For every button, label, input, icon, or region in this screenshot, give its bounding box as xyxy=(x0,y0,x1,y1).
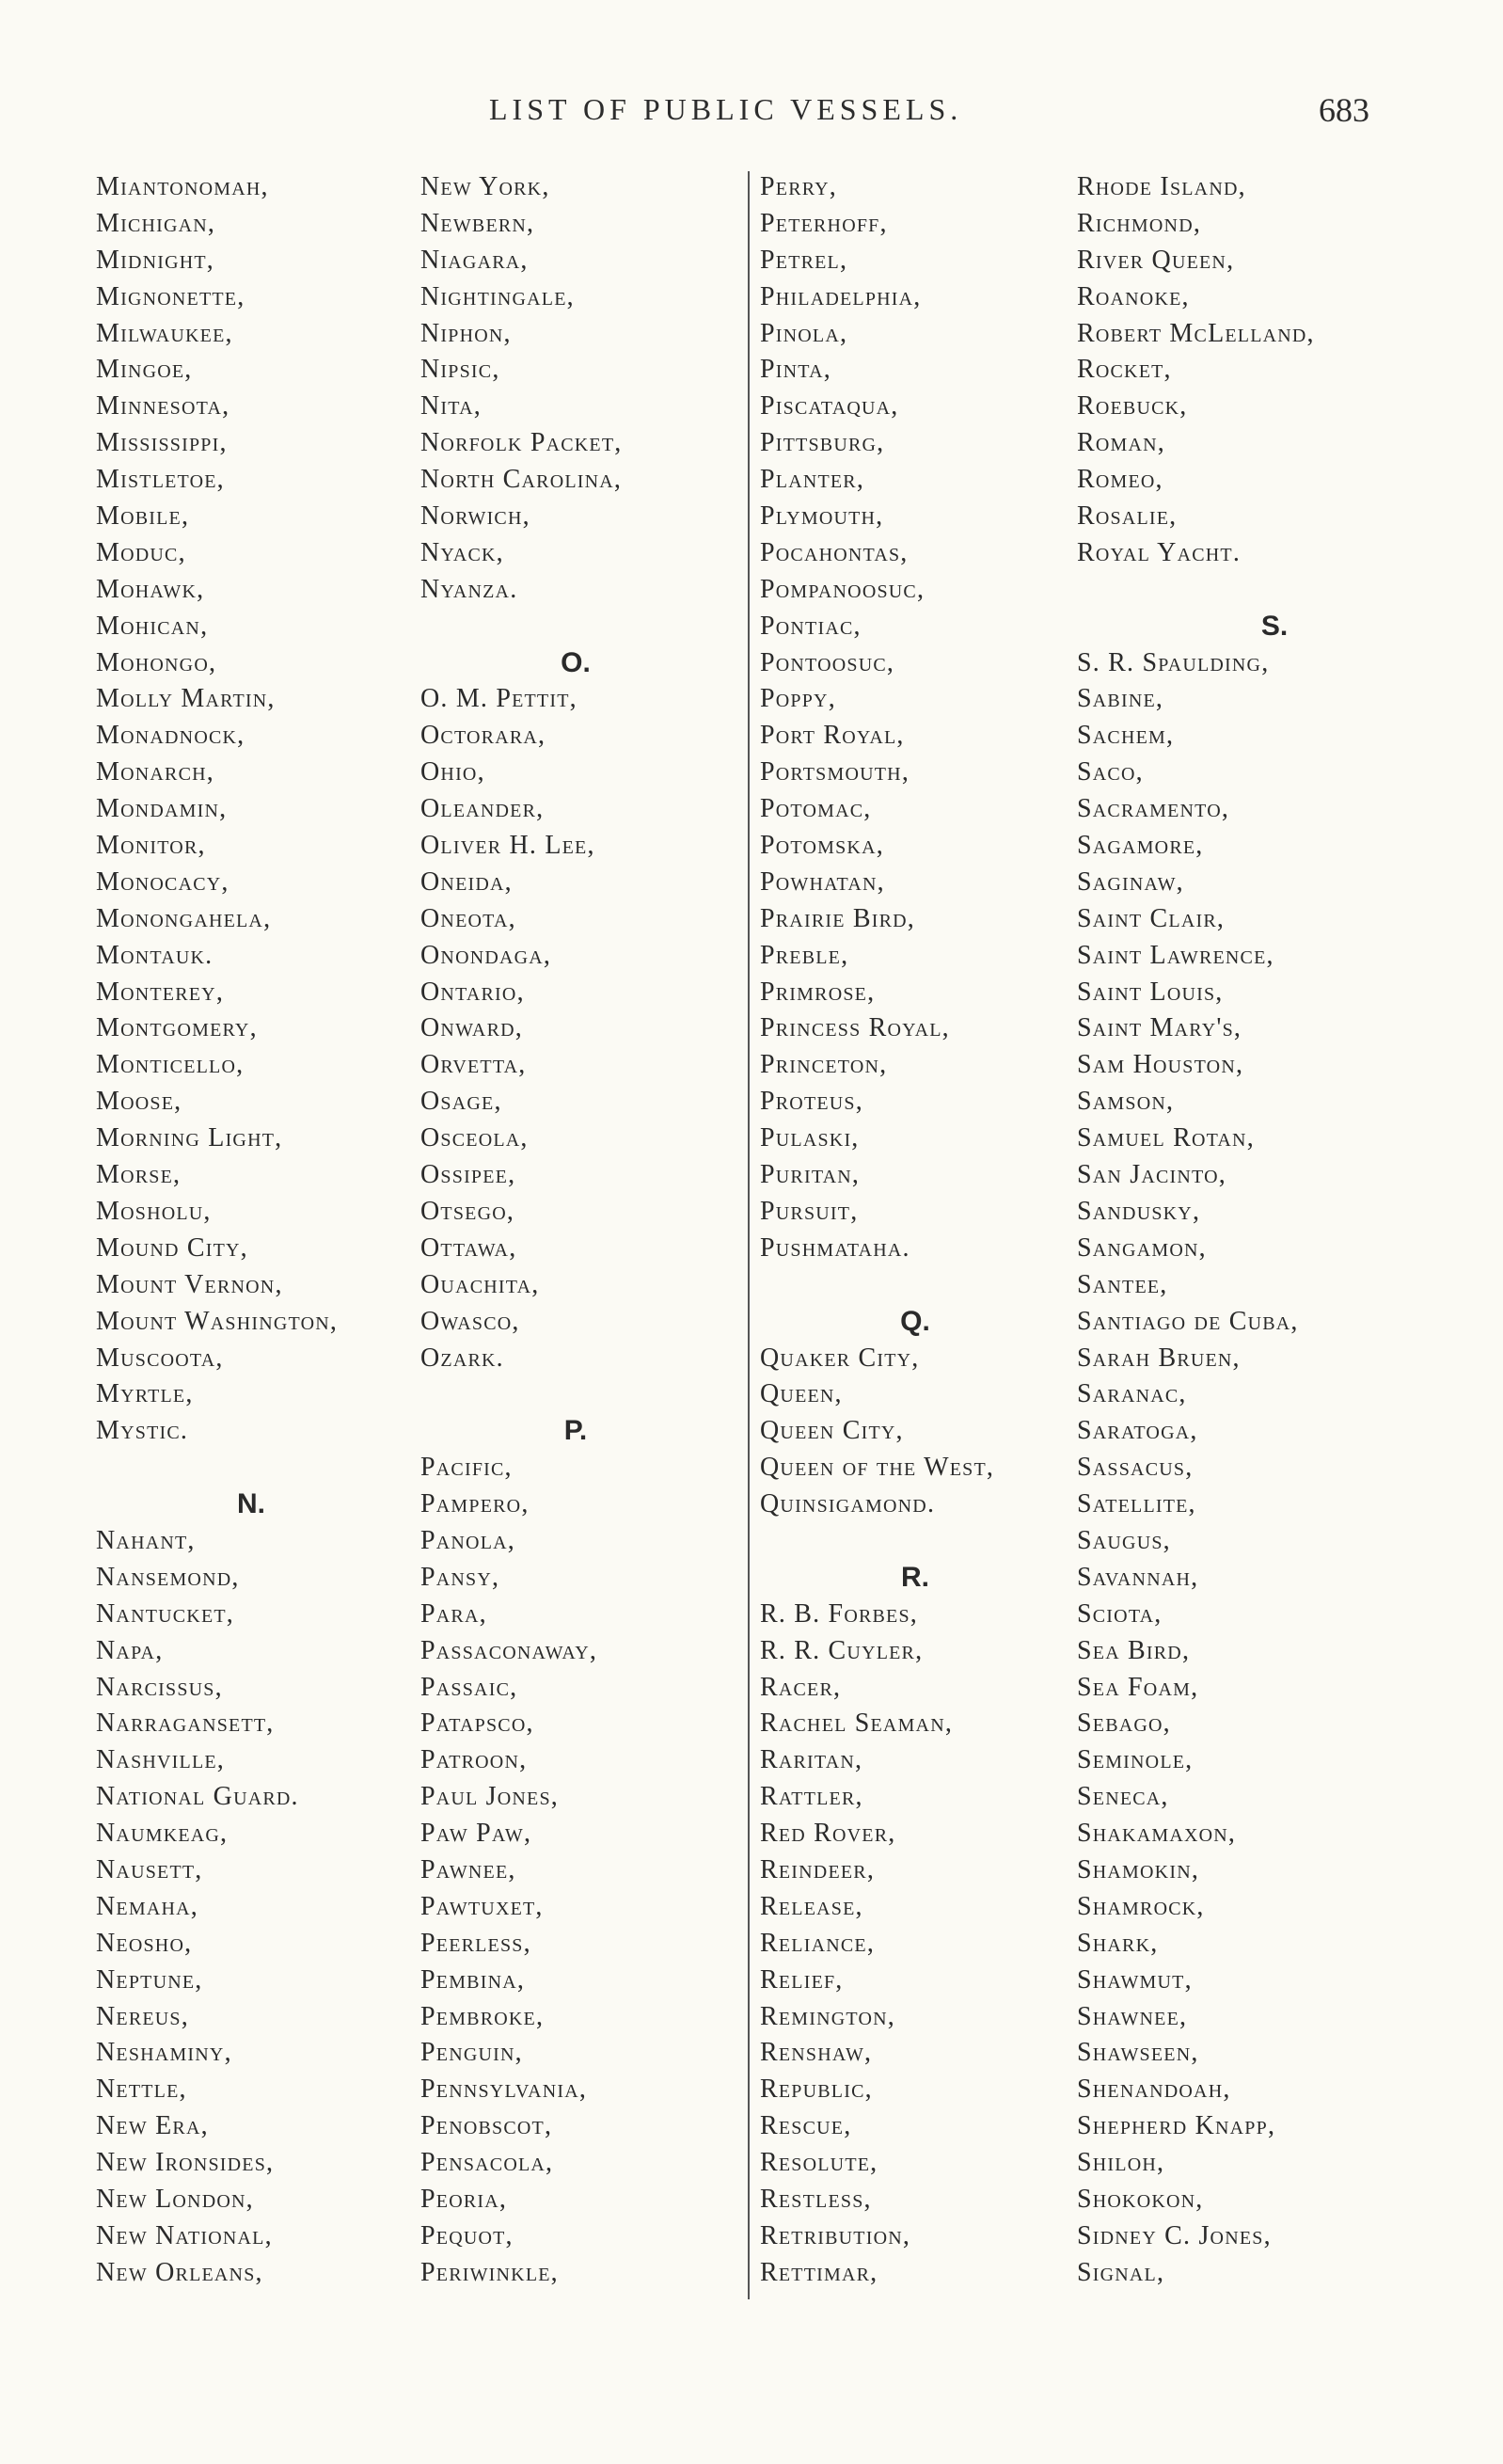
vessel-entry: Potomac, xyxy=(760,794,872,824)
vessel-entry: Piscataqua, xyxy=(760,391,899,421)
vessel-entry: Nausett, xyxy=(96,1854,203,1884)
vessel-entry: Princeton, xyxy=(760,1050,888,1080)
vessel-entry: Onward, xyxy=(420,1013,523,1043)
vessel-entry: Oneota, xyxy=(420,903,516,933)
vessel-entry: Penguin, xyxy=(420,2038,523,2068)
vessel-entry: Shawmut, xyxy=(1077,1964,1193,1995)
vessel-entry: Norwich, xyxy=(420,501,530,532)
vessel-entry: Resolute, xyxy=(760,2148,878,2178)
vessel-entry: New Orleans, xyxy=(96,2257,263,2287)
vessel-entry: Paul Jones, xyxy=(420,1782,559,1812)
vessel-entry: Shamokin, xyxy=(1077,1854,1200,1884)
vessel-entry: Pequot, xyxy=(420,2220,514,2250)
vessel-entry: San Jacinto, xyxy=(1077,1160,1226,1190)
vessel-entry: Mistletoe, xyxy=(96,465,225,495)
vessel-entry: Newbern, xyxy=(420,208,535,238)
vessel-entry: Pampero, xyxy=(420,1489,530,1519)
vessel-entry: Sacramento, xyxy=(1077,794,1230,824)
vessel-entry: Mignonette, xyxy=(96,281,245,311)
vessel-entry: Queen City, xyxy=(760,1416,904,1446)
vessel-entry: Peerless, xyxy=(420,1928,531,1958)
vessel-entry: Republic, xyxy=(760,2075,873,2105)
vessel-entry: Saranac, xyxy=(1077,1379,1187,1409)
vessel-entry: Pompanoosuc, xyxy=(760,574,926,604)
vessel-entry: Nereus, xyxy=(96,2001,189,2031)
letter-heading: Q. xyxy=(900,1305,930,1337)
vessel-entry: Remington, xyxy=(760,2001,895,2031)
vessel-entry: Norfolk Packet, xyxy=(420,428,623,458)
vessel-entry: River Queen, xyxy=(1077,245,1235,275)
letter-heading: P. xyxy=(563,1415,588,1447)
vessel-entry: National Guard. xyxy=(96,1782,299,1812)
vessel-entry: Mount Vernon, xyxy=(96,1269,283,1299)
vessel-entry: Michigan, xyxy=(96,208,216,238)
vessel-entry: Shenandoah, xyxy=(1077,2075,1231,2105)
letter-heading: N. xyxy=(237,1488,265,1520)
vessel-entry: Mount Washington, xyxy=(96,1306,339,1336)
vessel-entry: Saint Clair, xyxy=(1077,903,1226,933)
vessel-entry: Sachem, xyxy=(1077,721,1175,751)
vessel-entry: Neosho, xyxy=(96,1928,193,1958)
vessel-entry: Pensacola, xyxy=(420,2148,554,2178)
vessel-entry: Shamrock, xyxy=(1077,1891,1205,1921)
vessel-entry: New Ironsides, xyxy=(96,2148,275,2178)
vessel-entry: Sidney C. Jones, xyxy=(1077,2220,1272,2250)
vessel-entry: Rhode Island, xyxy=(1077,172,1246,201)
vessel-entry: Orvetta, xyxy=(420,1050,527,1080)
vessel-entry: Pursuit, xyxy=(760,1196,859,1226)
vessel-entry: Pushmataha. xyxy=(760,1232,910,1263)
vessel-entry: Pembroke, xyxy=(420,2001,545,2031)
vessel-entry: Mohongo, xyxy=(96,647,217,677)
vessel-entry: Reliance, xyxy=(760,1928,876,1958)
vessel-entry: Nantucket, xyxy=(96,1598,234,1629)
vessel-entry: Ohio, xyxy=(420,757,485,787)
vessel-entry: Neshaminy, xyxy=(96,2038,232,2068)
vessel-entry: Mondamin, xyxy=(96,794,228,824)
vessel-entry: Morning Light, xyxy=(96,1123,283,1153)
vessel-entry: Midnight, xyxy=(96,245,215,275)
vessel-entry: Raritan, xyxy=(760,1745,863,1775)
vessel-entry: Passaic, xyxy=(420,1672,518,1702)
vessel-entry: Rescue, xyxy=(760,2111,852,2141)
vessel-entry: Roebuck, xyxy=(1077,391,1188,421)
page-number: 683 xyxy=(1319,91,1369,129)
vessel-entry: Satellite, xyxy=(1077,1489,1196,1519)
vessel-entry: Saint Louis, xyxy=(1077,977,1224,1007)
letter-heading: R. xyxy=(901,1561,929,1593)
vessel-entry: Nemaha, xyxy=(96,1891,198,1921)
vessel-entry: O. M. Pettit, xyxy=(420,684,577,714)
vessel-entry: Puritan, xyxy=(760,1160,861,1190)
vessel-entry: Ozark. xyxy=(420,1343,504,1373)
running-head: LIST OF PUBLIC VESSELS. xyxy=(489,92,963,126)
vessel-entry: Sam Houston, xyxy=(1077,1050,1244,1080)
vessel-entry: Osceola, xyxy=(420,1123,529,1153)
letter-heading: S. xyxy=(1260,610,1289,642)
vessel-entry: Seminole, xyxy=(1077,1745,1194,1775)
vessel-entry: Saratoga, xyxy=(1077,1416,1198,1446)
vessel-entry: New York, xyxy=(420,172,550,201)
vessel-entry: Nahant, xyxy=(96,1525,196,1555)
vessel-entry: Perry, xyxy=(760,172,838,201)
list-spacer xyxy=(420,1376,731,1413)
vessel-entry: Montgomery, xyxy=(96,1013,258,1043)
vessel-entry: Pembina, xyxy=(420,1964,526,1995)
vessel-entry: Montauk. xyxy=(96,940,214,970)
vessel-entry: Naumkeag, xyxy=(96,1819,229,1849)
vessel-entry: Pawtuxet, xyxy=(420,1891,544,1921)
column-divider xyxy=(748,171,750,2299)
vessel-entry: Moduc, xyxy=(96,537,186,567)
vessel-entry: Pansy, xyxy=(420,1562,500,1592)
vessel-entry: Santee, xyxy=(1077,1269,1168,1299)
vessel-entry: Restless, xyxy=(760,2184,872,2214)
vessel-entry: Preble, xyxy=(760,940,849,970)
list-spacer xyxy=(1077,572,1472,609)
vessel-entry: Release, xyxy=(760,1891,863,1921)
vessel-entry: Santiago de Cuba, xyxy=(1077,1306,1299,1336)
vessel-entry: Shepherd Knapp, xyxy=(1077,2111,1276,2141)
vessel-entry: Ossipee, xyxy=(420,1160,516,1190)
vessel-entry: R. R. Cuyler, xyxy=(760,1635,924,1665)
vessel-entry: Retribution, xyxy=(760,2220,911,2250)
vessel-entry: Oleander, xyxy=(420,794,545,824)
vessel-entry: Monitor, xyxy=(96,831,206,861)
vessel-entry: Octorara, xyxy=(420,721,546,751)
vessel-entry: Nansemond, xyxy=(96,1562,240,1592)
vessel-entry: Niagara, xyxy=(420,245,529,275)
vessel-entry: Portsmouth, xyxy=(760,757,910,787)
vessel-entry: Pontoosuc, xyxy=(760,647,895,677)
vessel-entry: Sassacus, xyxy=(1077,1453,1194,1483)
vessel-entry: Napa, xyxy=(96,1635,164,1665)
vessel-entry: Saco, xyxy=(1077,757,1144,787)
vessel-entry: Peoria, xyxy=(420,2184,508,2214)
vessel-entry: Samuel Rotan, xyxy=(1077,1123,1255,1153)
vessel-entry: Patapsco, xyxy=(420,1709,534,1739)
vessel-entry: Narragansett, xyxy=(96,1709,275,1739)
vessel-entry: Savannah, xyxy=(1077,1562,1199,1592)
list-spacer xyxy=(760,1267,1070,1304)
vessel-entry: Pinola, xyxy=(760,318,848,348)
vessel-entry: Proteus, xyxy=(760,1087,863,1117)
vessel-entry: Panola, xyxy=(420,1525,515,1555)
vessel-entry: Potomska, xyxy=(760,831,884,861)
list-spacer xyxy=(420,609,731,645)
vessel-entry: Pawnee, xyxy=(420,1854,516,1884)
vessel-entry: Sarah Bruen, xyxy=(1077,1343,1241,1373)
vessel-entry: Renshaw, xyxy=(760,2038,873,2068)
vessel-entry: Rattler, xyxy=(760,1782,863,1812)
vessel-entry: Nyack, xyxy=(420,537,504,567)
letter-heading: O. xyxy=(561,646,591,678)
vessel-entry: Mingoe, xyxy=(96,355,193,385)
vessel-entry: Sciota, xyxy=(1077,1598,1163,1629)
vessel-entry: Monadnock, xyxy=(96,721,245,751)
vessel-entry: Powhatan, xyxy=(760,866,885,897)
vessel-entry: Red Rover, xyxy=(760,1819,896,1849)
vessel-entry: Seneca, xyxy=(1077,1782,1169,1812)
vessel-entry: Pulaski, xyxy=(760,1123,860,1153)
vessel-entry: Shakamaxon, xyxy=(1077,1819,1237,1849)
vessel-entry: Saint Lawrence, xyxy=(1077,940,1274,970)
vessel-entry: Shokokon, xyxy=(1077,2184,1204,2214)
vessel-entry: Port Royal, xyxy=(760,721,905,751)
vessel-entry: Robert McLelland, xyxy=(1077,318,1315,348)
vessel-entry: Passaconaway, xyxy=(420,1635,598,1665)
vessel-entry: Molly Martin, xyxy=(96,684,276,714)
vessel-entry: Romeo, xyxy=(1077,465,1163,495)
vessel-entry: Para, xyxy=(420,1598,487,1629)
vessel-entry: Otsego, xyxy=(420,1196,515,1226)
vessel-entry: Royal Yacht. xyxy=(1077,537,1242,567)
vessel-entry: Oliver H. Lee, xyxy=(420,831,595,861)
vessel-entry: Prairie Bird, xyxy=(760,903,915,933)
vessel-entry: Mound City, xyxy=(96,1232,248,1263)
vessel-entry: Minnesota, xyxy=(96,391,230,421)
vessel-entry: New Era, xyxy=(96,2111,209,2141)
vessel-entry: Oneida, xyxy=(420,866,513,897)
vessel-entry: R. B. Forbes, xyxy=(760,1598,918,1629)
vessel-entry: Pocahontas, xyxy=(760,537,909,567)
vessel-entry: Myrtle, xyxy=(96,1379,194,1409)
vessel-entry: Sangamon, xyxy=(1077,1232,1207,1263)
vessel-entry: Ottawa, xyxy=(420,1232,517,1263)
vessel-entry: Nettle, xyxy=(96,2075,187,2105)
vessel-entry: Shawseen, xyxy=(1077,2038,1199,2068)
vessel-entry: Narcissus, xyxy=(96,1672,223,1702)
vessel-entry: Quaker City, xyxy=(760,1343,920,1373)
vessel-entry: Signal, xyxy=(1077,2257,1165,2287)
vessel-entry: Nyanza. xyxy=(420,574,518,604)
vessel-entry: Onondaga, xyxy=(420,940,552,970)
vessel-column-4 xyxy=(1077,169,1472,2292)
list-spacer xyxy=(96,1450,406,1486)
vessel-entry: Shiloh, xyxy=(1077,2148,1165,2178)
vessel-entry: Quinsigamond. xyxy=(760,1489,936,1519)
vessel-entry: Nightingale, xyxy=(420,281,575,311)
vessel-entry: Sebago, xyxy=(1077,1709,1171,1739)
vessel-entry: Penobscot, xyxy=(420,2111,553,2141)
vessel-entry: Monocacy, xyxy=(96,866,229,897)
vessel-entry: Ontario, xyxy=(420,977,525,1007)
vessel-entry: Saginaw, xyxy=(1077,866,1184,897)
vessel-entry: Shark, xyxy=(1077,1928,1159,1958)
vessel-entry: Monongahela, xyxy=(96,903,272,933)
vessel-entry: Niphon, xyxy=(420,318,512,348)
vessel-entry: Poppy, xyxy=(760,684,836,714)
vessel-entry: Rachel Seaman, xyxy=(760,1709,954,1739)
vessel-entry: Owasco, xyxy=(420,1306,520,1336)
vessel-entry: Miantonomah, xyxy=(96,172,269,201)
vessel-entry: Moose, xyxy=(96,1087,182,1117)
vessel-entry: Shawnee, xyxy=(1077,2001,1188,2031)
vessel-entry: Pacific, xyxy=(420,1453,513,1483)
vessel-entry: Ouachita, xyxy=(420,1269,540,1299)
vessel-entry: Mississippi, xyxy=(96,428,228,458)
vessel-entry: Reindeer, xyxy=(760,1854,876,1884)
vessel-entry: Peterhoff, xyxy=(760,208,888,238)
vessel-entry: Rosalie, xyxy=(1077,501,1178,532)
vessel-entry: Mohican, xyxy=(96,611,209,641)
vessel-entry: S. R. Spaulding, xyxy=(1077,647,1270,677)
vessel-entry: Planter, xyxy=(760,465,865,495)
vessel-entry: New London, xyxy=(96,2184,254,2214)
vessel-entry: Nashville, xyxy=(96,1745,225,1775)
vessel-column-2 xyxy=(420,169,731,2292)
vessel-entry: Nita, xyxy=(420,391,482,421)
vessel-entry: Primrose, xyxy=(760,977,876,1007)
vessel-entry: Monterey, xyxy=(96,977,225,1007)
vessel-entry: Queen, xyxy=(760,1379,843,1409)
list-spacer xyxy=(760,1523,1070,1560)
vessel-entry: Osage, xyxy=(420,1087,502,1117)
vessel-entry: Muscoota, xyxy=(96,1343,224,1373)
vessel-entry: North Carolina, xyxy=(420,465,623,495)
vessel-entry: Sabine, xyxy=(1077,684,1164,714)
vessel-entry: Sandusky, xyxy=(1077,1196,1201,1226)
vessel-entry: Periwinkle, xyxy=(420,2257,559,2287)
vessel-entry: Roman, xyxy=(1077,428,1165,458)
vessel-entry: Milwaukee, xyxy=(96,318,233,348)
vessel-entry: Relief, xyxy=(760,1964,844,1995)
vessel-entry: Pittsburg, xyxy=(760,428,885,458)
vessel-entry: Morse, xyxy=(96,1160,182,1190)
vessel-entry: Mohawk, xyxy=(96,574,205,604)
vessel-entry: Sagamore, xyxy=(1077,831,1204,861)
vessel-entry: Neptune, xyxy=(96,1964,203,1995)
vessel-entry: Pinta, xyxy=(760,355,831,385)
vessel-entry: Nipsic, xyxy=(420,355,500,385)
vessel-entry: Saugus, xyxy=(1077,1525,1171,1555)
vessel-entry: Sea Bird, xyxy=(1077,1635,1191,1665)
vessel-entry: Rocket, xyxy=(1077,355,1172,385)
vessel-entry: Philadelphia, xyxy=(760,281,922,311)
vessel-entry: Queen of the West, xyxy=(760,1453,995,1483)
vessel-entry: Richmond, xyxy=(1077,208,1202,238)
vessel-entry: Pontiac, xyxy=(760,611,862,641)
vessel-entry: Mobile, xyxy=(96,501,190,532)
vessel-entry: Petrel, xyxy=(760,245,848,275)
vessel-entry: Mystic. xyxy=(96,1416,189,1446)
vessel-column-1 xyxy=(96,169,406,2292)
vessel-entry: Paw Paw, xyxy=(420,1819,532,1849)
vessel-entry: Princess Royal, xyxy=(760,1013,950,1043)
vessel-entry: New National, xyxy=(96,2220,273,2250)
vessel-entry: Roanoke, xyxy=(1077,281,1190,311)
vessel-entry: Monarch, xyxy=(96,757,214,787)
vessel-entry: Racer, xyxy=(760,1672,842,1702)
vessel-entry: Pennsylvania, xyxy=(420,2075,588,2105)
vessel-entry: Saint Mary's, xyxy=(1077,1013,1242,1043)
vessel-entry: Mosholu, xyxy=(96,1196,212,1226)
vessel-entry: Sea Foam, xyxy=(1077,1672,1199,1702)
vessel-entry: Monticello, xyxy=(96,1050,245,1080)
vessel-entry: Rettimar, xyxy=(760,2257,878,2287)
vessel-entry: Samson, xyxy=(1077,1087,1175,1117)
vessel-column-3 xyxy=(760,169,1070,2292)
vessel-entry: Patroon, xyxy=(420,1745,528,1775)
vessel-entry: Plymouth, xyxy=(760,501,884,532)
